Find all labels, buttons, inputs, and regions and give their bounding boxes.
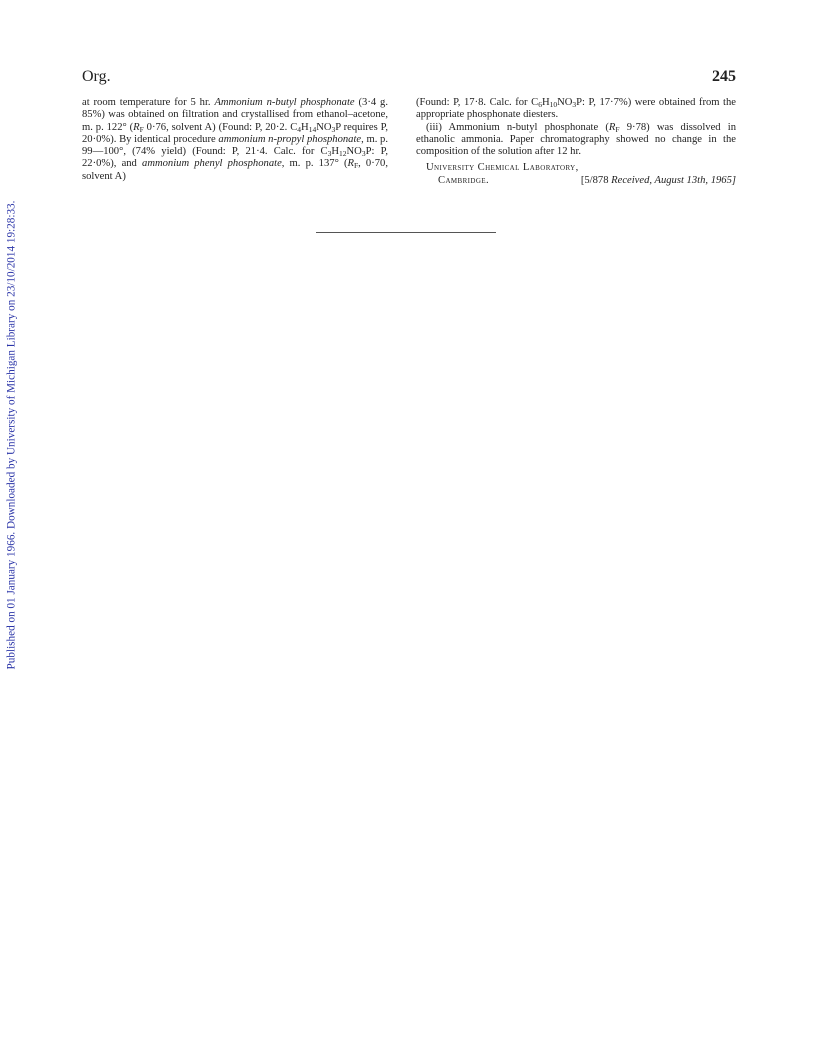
formula-part: NO xyxy=(346,146,362,158)
formula-subscript: 14 xyxy=(308,124,317,134)
received-date: Received, August 13th, 1965] xyxy=(611,174,736,186)
formula-part: P xyxy=(335,121,341,133)
compound-name: ammonium n-propyl phosphonate xyxy=(218,133,362,145)
compound-name: ammonium phenyl phosphonate xyxy=(142,158,282,170)
text-run: , m. p. 99—100°, (74% yield) (Found: P, 21·4. Calc. for C xyxy=(82,133,389,158)
formula-part: H xyxy=(541,97,550,108)
left-column xyxy=(82,97,388,183)
formula-subscript: 3 xyxy=(572,100,577,109)
rf-symbol: R xyxy=(347,158,354,170)
formula-subscript: 10 xyxy=(549,100,558,109)
right-paragraph-2 xyxy=(416,122,736,159)
formula-subscript: 12 xyxy=(339,149,347,159)
formula-subscript: 3 xyxy=(331,124,336,134)
affiliation-block xyxy=(416,162,736,187)
text-run: , 0·70, solvent A) xyxy=(82,158,388,182)
formula-subscript: 4 xyxy=(297,124,302,134)
formula-part: H xyxy=(331,146,340,158)
formula-part: P: xyxy=(365,146,375,158)
rf-symbol: R xyxy=(133,121,140,133)
text-run: 0·76, solvent A) (Found: P, 20·2. C xyxy=(143,121,298,133)
affiliation-line-2 xyxy=(416,175,736,187)
formula-part: NO xyxy=(557,97,573,108)
formula-subscript: 3 xyxy=(327,149,332,159)
formula-part: P: xyxy=(576,97,585,108)
formula-subscript: 3 xyxy=(361,149,366,159)
running-head: Org. xyxy=(82,68,111,85)
city: Cambridge. xyxy=(438,174,490,186)
text-run: at room temperature for 5 hr. xyxy=(82,97,215,108)
text-run: , m. p. 137° ( xyxy=(281,158,348,170)
text-run: (Found: P, 17·8. Calc. for C xyxy=(416,97,539,108)
right-paragraph-1 xyxy=(416,97,736,122)
page-number: 245 xyxy=(712,68,736,85)
text-run: (3·4 g. 85%) was obtained on filtration and crystallised from ethanol–acetone, m. p. 122° ( xyxy=(82,97,388,133)
formula-part: NO xyxy=(316,121,332,133)
rf-subscript: F xyxy=(139,124,144,134)
text-run: (iii) Ammonium n-butyl phosphonate ( xyxy=(426,121,609,133)
reference-number: [5/878 xyxy=(580,174,612,186)
text-run: P, 22·0%), and xyxy=(82,146,388,170)
formula-part: H xyxy=(301,121,309,133)
rf-subscript: F xyxy=(615,124,620,134)
compound-name: Ammonium n-butyl phosphonate xyxy=(214,97,355,108)
rf-subscript: F xyxy=(353,161,359,171)
formula-subscript: 6 xyxy=(538,100,542,109)
side-note-text: Published on 01 January 1966. Downloaded by University of Michigan Library on 23/10/2014 19:28:33. xyxy=(5,200,18,670)
rf-symbol: R xyxy=(608,121,616,133)
end-rule xyxy=(316,232,496,233)
left-paragraph xyxy=(82,97,388,183)
right-column xyxy=(416,97,736,187)
publication-side-note xyxy=(2,200,20,670)
text-run: requires P, 20·0%). By identical procedure xyxy=(82,121,388,145)
text-run: P, 17·7%) were obtained from the appropriate phosphonate diesters. xyxy=(416,97,736,121)
affiliation: University Chemical Laboratory, xyxy=(426,162,579,174)
received-note xyxy=(581,175,736,187)
text-run: 9·78) was dissolved in ethanolic ammonia. Paper chromatography showed no change in the composition of the solution after 12 hr. xyxy=(416,121,736,158)
